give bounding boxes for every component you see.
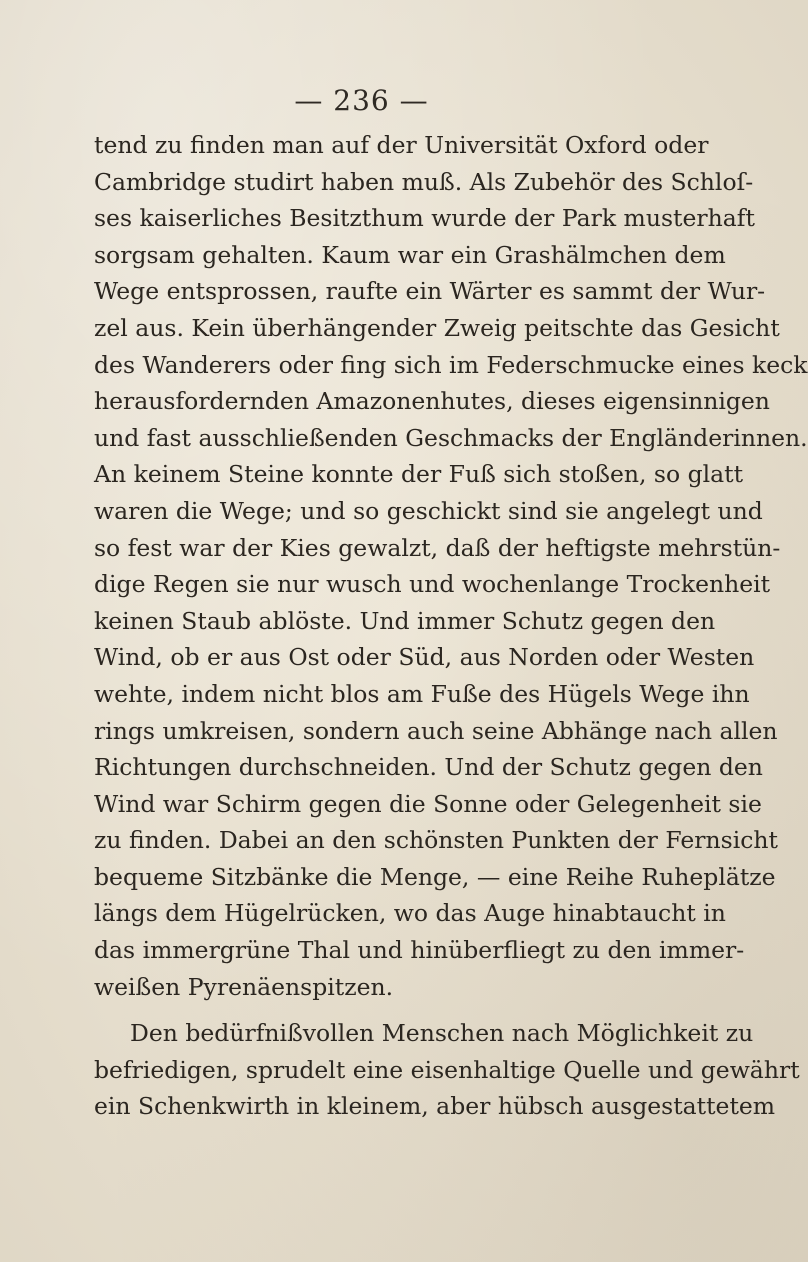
text-line: herausfordernden Amazonenhutes, dieses eigensinnigen [94, 387, 770, 416]
text-line: tend zu finden man auf der Universität Oxford oder [94, 131, 709, 159]
text-line: wehte, indem nicht blos am Fuße des Hügels Wege ihn [94, 679, 750, 708]
text-line: das immergrüne Thal und hinüberfliegt zu den immer- [94, 936, 745, 965]
text-line: längs dem Hügelrücken, wo das Auge hinabtaucht in [94, 899, 726, 928]
text-line: zel aus. Kein überhängender Zweig peitschte das Gesicht [94, 313, 780, 342]
text-line: Wind, ob er aus Ost oder Süd, aus Norden oder Westen [94, 643, 755, 672]
text-line: zu finden. Dabei an den schönsten Punkten der Fernsicht [94, 826, 778, 855]
text-line: rings umkreisen, sondern auch seine Abhänge nach allen [94, 716, 778, 745]
text-line: An keinem Steine konnte der Fuß sich stoßen, so glatt [94, 460, 744, 489]
text-line: Wege entsprossen, raufte ein Wärter es sammt der Wur- [94, 277, 766, 306]
text-line: Richtungen durchschneiden. Und der Schutz gegen den [94, 753, 763, 782]
text-line: ein Schenkwirth in kleinem, aber hübsch ausgestattetem [94, 1092, 776, 1121]
text-line: dige Regen sie nur wusch und wochenlange Trockenheit [94, 570, 771, 599]
paragraph-gap [94, 1005, 682, 1015]
text-line: bequeme Sitzbänke die Menge, — eine Reihe Ruheplätze [94, 862, 776, 891]
text-line: befriedigen, sprudelt eine eisenhaltige Quelle und gewährt [94, 1055, 800, 1084]
text-line: so fest war der Kies gewalzt, daß der heftigste mehrstün- [94, 533, 781, 562]
text-line: keinen Staub ablöste. Und immer Schutz gegen den [94, 606, 716, 635]
paragraph-1 [94, 127, 808, 1005]
text-line: Den bedürfnißvollen Menschen nach Möglichkeit zu [130, 1019, 754, 1048]
text-line: waren die Wege; und so geschickt sind sie angelegt und [94, 496, 763, 525]
text-line: Wind war Schirm gegen die Sonne oder Gelegenheit sie [94, 789, 762, 818]
paragraph-2 [94, 1015, 800, 1125]
text-line: sorgsam gehalten. Kaum war ein Grashälmchen dem [94, 240, 726, 269]
text-line: weißen Pyrenäenspitzen. [94, 972, 394, 1001]
text-line: ses kaiserliches Besitzthum wurde der Park musterhaft [94, 204, 755, 233]
page-number: — 236 — [294, 84, 429, 117]
text-line: und fast ausschließenden Geschmacks der Engländerinnen. [94, 423, 808, 452]
text-line: des Wanderers oder fing sich im Federschmucke eines keck [94, 350, 808, 379]
text-line: Cambridge studirt haben muß. Als Zubehör des Schloſ- [94, 167, 754, 196]
text-body [94, 127, 808, 1125]
